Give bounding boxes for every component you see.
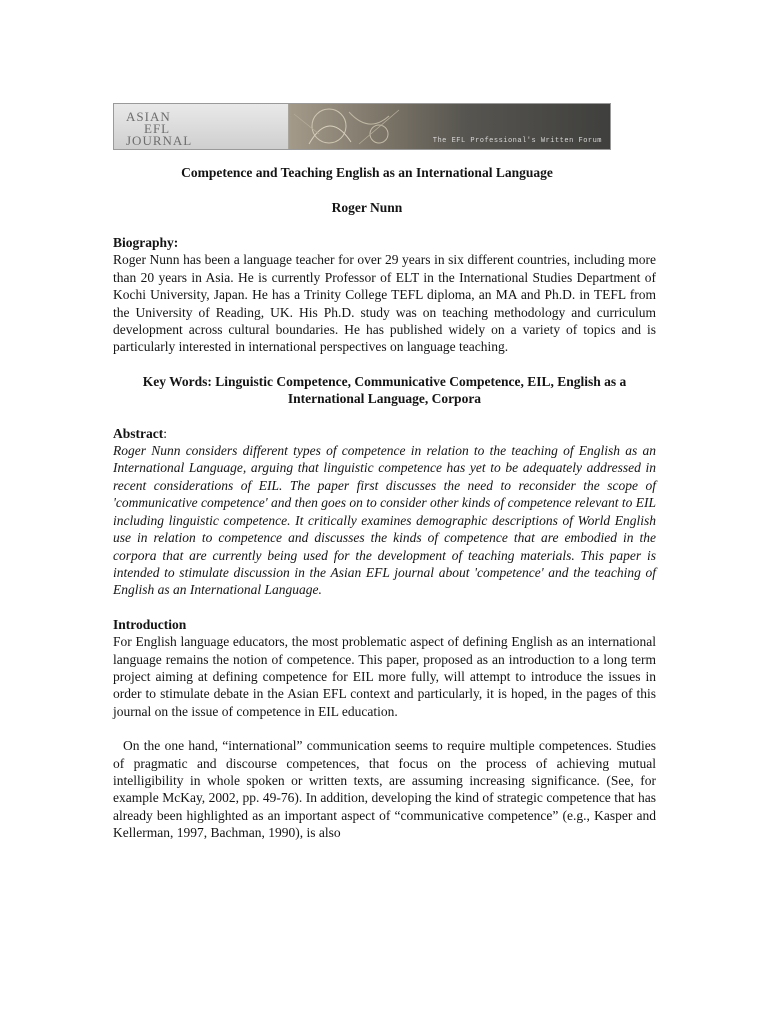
paper-author: Roger Nunn	[331, 200, 403, 215]
abstract-colon: :	[163, 425, 168, 441]
keywords: Key Words: Linguistic Competence, Communicative Competence, EIL, English as a International Language, Corpora	[142, 373, 627, 407]
abstract-heading-line	[113, 425, 656, 442]
banner-tagline: The EFL Professional's Written Forum	[432, 137, 602, 145]
paper-title: Competence and Teaching English as an International Language	[181, 165, 553, 180]
introduction-paragraph-2: On the one hand, “international” communication seems to require multiple competences. Studies of pragmatic and discourse competences, that focus on the process of achieving mutual intelligibility in whole spoken or written texts, are assuming increasing significance. (See, for example McKay, 2002, pp. 49-76). In addition, developing the kind of strategic competence that has already been highlighted as an important aspect of “communicative competence” (e.g., Kasper and Kellerman, 1997, Bachman, 1990), is also	[113, 738, 656, 841]
introduction-heading: Introduction	[113, 616, 187, 632]
biography-text: Roger Nunn has been a language teacher for over 29 years in six different countries, including more than 20 years in Asia. He is currently Professor of ELT in the International Studies Department of Kochi University, Japan. He has a Trinity College TEFL diploma, an MA and Ph.D. in TEFL from the University of Reading, UK. His Ph.D. study was on teaching methodology and curriculum development across cultural boundaries. He has published widely on a variety of topics and is particularly interested in international perspectives on language teaching.	[113, 252, 656, 355]
journal-logo	[114, 104, 289, 149]
logo-line-asian: ASIAN	[126, 109, 171, 124]
abstract-text: Roger Nunn considers different types of competence in relation to the teaching of English as an International Language, arguing that linguistic competence has yet to be adequately addressed in recent considerations of EIL. The paper first discusses the need to reconsider the scope of 'communicative competence' and then goes on to consider other kinds of competence relevant to EIL including linguistic competence. It critically examines demographic descriptions of World English use in relation to competence and discusses the kinds of competence that are embodied in the corpora that are currently being used for the development of teaching materials. This paper is intended to stimulate discussion in the Asian EFL journal about 'competence' and the teaching of English as an International Language.	[113, 443, 656, 598]
abstract-heading: Abstract	[113, 425, 164, 441]
logo-line-efl: EFL	[144, 121, 171, 136]
introduction-paragraph-1: For English language educators, the most problematic aspect of defining English as an international language remains the notion of competence. This paper, proposed as an introduction to a long term project aiming at defining competence for EIL more fully, will attempt to introduce the issues in order to stimulate debate in the Asian EFL context and particularly, it is hoped, in the pages of this journal on the issue of competence in EIL education.	[113, 634, 656, 719]
banner-artwork	[289, 104, 610, 149]
journal-page	[113, 103, 656, 842]
journal-banner	[113, 103, 611, 150]
logo-line-journal: JOURNAL	[126, 133, 193, 148]
biography-heading: Biography:	[113, 235, 179, 250]
